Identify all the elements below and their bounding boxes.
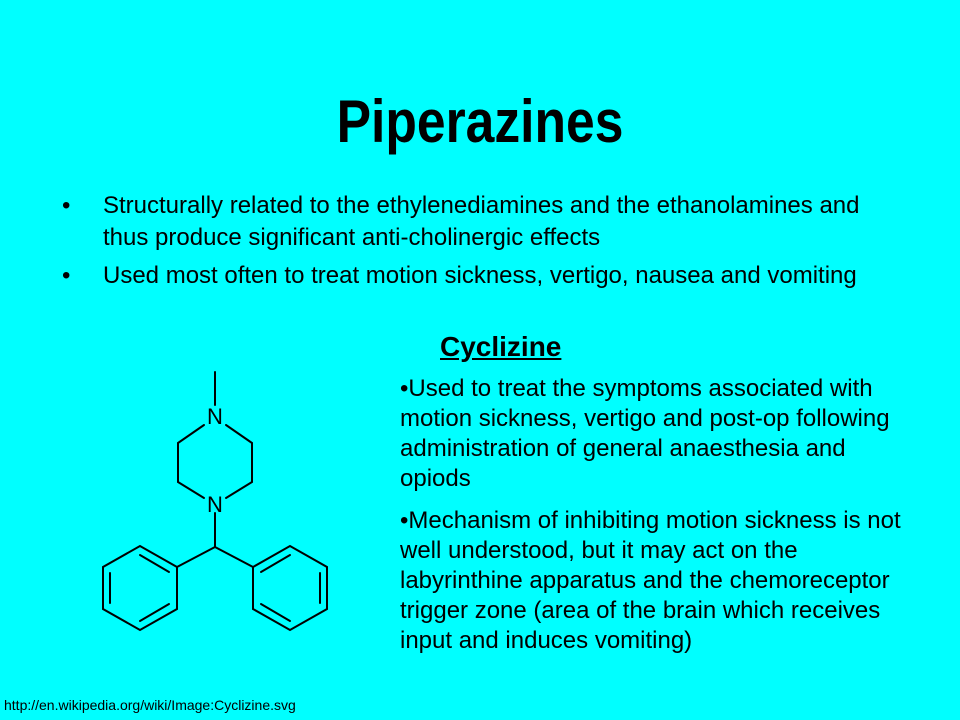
phenyl-double-bond: [140, 555, 169, 572]
ring-bond: [226, 425, 252, 443]
bullet-item: [60, 260, 910, 292]
bullet-text: Used most often to treat motion sickness, vertigo, nausea and vomiting: [103, 262, 857, 289]
drug-name-heading: Cyclizine: [440, 331, 562, 362]
phenyl-double-bond: [261, 555, 290, 572]
bullet-marker: •: [62, 192, 71, 219]
main-bullet-list: [60, 190, 910, 298]
ring-bond: [178, 482, 204, 498]
image-source-caption: http://en.wikipedia.org/wiki/Image:Cyclizine.svg: [4, 697, 296, 713]
nitrogen-label-top: N: [207, 404, 223, 429]
slide-title: Piperazines: [336, 88, 624, 155]
ring-bond: [226, 482, 252, 498]
bullet-marker: •: [62, 262, 71, 289]
ring-bond: [178, 425, 204, 443]
nitrogen-label-bottom: N: [207, 492, 223, 517]
drug-detail-item: •Used to treat the symptoms associated with motion sickness, vertigo and post-op following administration of general anaesthesia and opiods: [400, 375, 890, 492]
phenyl-double-bond: [261, 604, 290, 621]
phenyl-ring-left: [103, 546, 177, 630]
benzhydryl-bond: [177, 547, 215, 567]
bullet-text: Structurally related to the ethylenediamines and the ethanolamines and thus produce significant anti-cholinergic effects: [103, 192, 860, 251]
phenyl-double-bond: [140, 604, 169, 621]
drug-detail-list: [400, 374, 920, 668]
bullet-item: [60, 190, 910, 254]
phenyl-ring-right: [253, 546, 327, 630]
drug-detail-item: •Mechanism of inhibiting motion sickness is not well understood, but it may act on the labyrinthine apparatus and the chemoreceptor trigger zone (area of the brain which receives input and induces vomiting): [400, 507, 901, 654]
cyclizine-structure-diagram: [90, 365, 350, 655]
benzhydryl-bond: [215, 547, 253, 567]
